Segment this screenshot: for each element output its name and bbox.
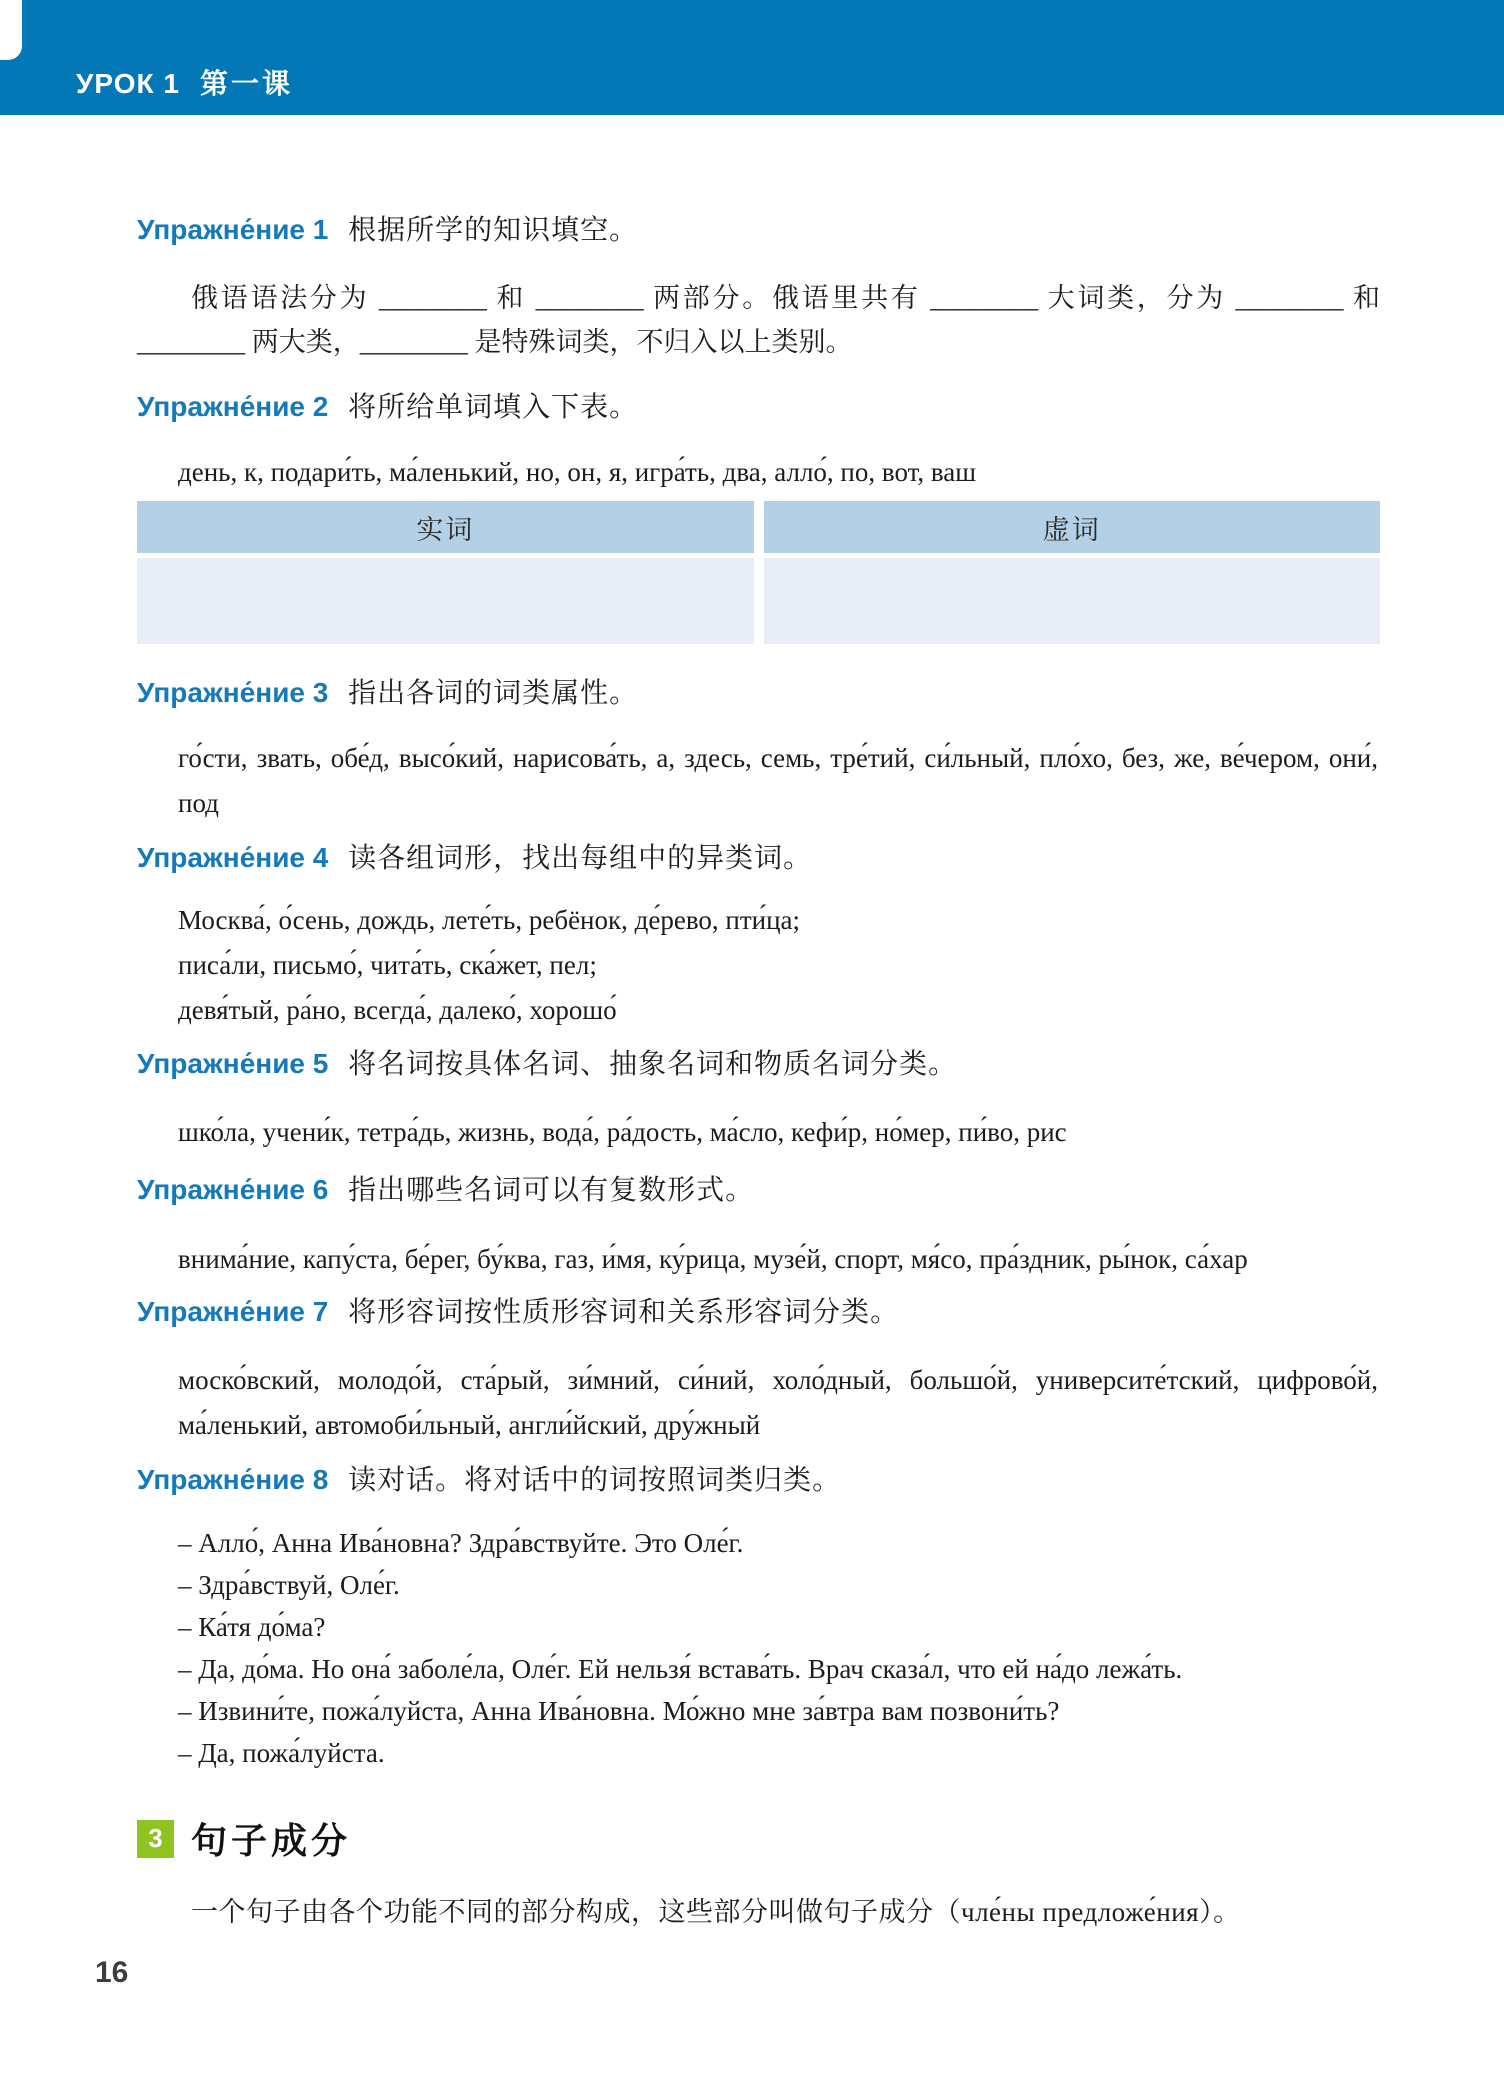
exercise-5-heading	[137, 1047, 1380, 1082]
dialogue-line: – Здра́вствуй, Оле́г.	[178, 1570, 400, 1600]
section-3-heading	[137, 1813, 1380, 1864]
table-cell-content-words-empty	[137, 558, 754, 644]
section-3-intro-paragraph: 一个句子由各个功能不同的部分构成，这些部分叫做句子成分（чле́ны предложе́ния）。	[191, 1897, 1241, 1927]
exercise-8-label: Упражне́ние 8	[137, 1464, 329, 1495]
section-number-badge: 3	[137, 1820, 174, 1858]
exercise-4-label: Упражне́ние 4	[137, 842, 329, 873]
exercise-4-word-groups	[137, 898, 1380, 1033]
exercise-6-heading	[137, 1173, 1380, 1208]
exercise-2-word-list: день, к, подари́ть, ма́ленький, но, он, я, игра́ть, два, алло́, по, вот, ваш	[178, 457, 977, 487]
exercise-3-heading	[137, 676, 1380, 711]
exercise-4-instruction: 读各组词形，找出每组中的异类词。	[348, 843, 813, 874]
dialogue-line: – Ка́тя до́ма?	[178, 1612, 326, 1642]
section-title: 句子成分	[191, 1820, 352, 1861]
exercise-2-label: Упражне́ние 2	[137, 391, 329, 422]
exercise-3-word-list: го́сти, звать, обе́д, высо́кий, нарисова́ть, а, здесь, семь, тре́тий, си́льный, пло́хо, без, же, ве́чером, они́, под	[178, 743, 1378, 818]
exercise-1-instruction: 根据所学的知识填空。	[348, 215, 639, 246]
exercise-5-label: Упражне́ние 5	[137, 1048, 329, 1079]
exercise-7-instruction: 将形容词按性质形容词和关系形容词分类。	[348, 1297, 900, 1328]
dialogue-line: – Алло́, Анна Ива́новна? Здра́вствуйте. Это Оле́г.	[178, 1528, 744, 1558]
exercise-8-heading	[137, 1463, 1380, 1498]
exercise-6-label: Упражне́ние 6	[137, 1174, 329, 1205]
exercise-2-instruction: 将所给单词填入下表。	[348, 392, 639, 423]
exercise-3-label: Упражне́ние 3	[137, 677, 329, 708]
exercise-4-group-1: Москва́, о́сень, дождь, лете́ть, ребёнок, де́рево, пти́ца;	[178, 905, 801, 935]
exercise-7-word-list: моско́вский, молодо́й, ста́рый, зи́мний, си́ний, холо́дный, большо́й, университе́тский, цифрово́й, ма́ленький, автомоби́льный, англи́йский, дру́жный	[178, 1365, 1378, 1440]
exercise-1-label: Упражне́ние 1	[137, 214, 329, 245]
lesson-title-chinese: 第一课	[199, 68, 293, 99]
dialogue-line: – Да, пожа́луйста.	[178, 1738, 385, 1768]
exercise-1-heading	[137, 213, 1380, 248]
exercise-2-heading	[137, 390, 1380, 425]
dialogue-line: – Извини́те, пожа́луйста, Анна Ива́новна. Мо́жно мне за́втра вам позвони́ть?	[178, 1696, 1060, 1726]
word-classification-table	[137, 501, 1380, 644]
lesson-title-russian: УРОК 1	[76, 68, 180, 99]
exercise-4-group-2: писа́ли, письмо́, чита́ть, ска́жет, пел;	[178, 950, 597, 980]
lesson-title	[76, 62, 293, 102]
exercise-5-instruction: 将名词按具体名词、抽象名词和物质名词分类。	[348, 1049, 958, 1080]
exercise-7-label: Упражне́ние 7	[137, 1296, 329, 1327]
exercise-1-fill-in-paragraph: 俄语语法分为 ________ 和 ________ 两部分。俄语里共有 ________ 大词类，分为 ________ 和 ________ 两大类，________ 是特殊词类，不归入以上类别。	[137, 283, 1380, 357]
lesson-header-bar	[0, 0, 1504, 115]
table-cell-function-words-empty	[764, 558, 1381, 644]
table-header-function-words: 虚词	[764, 501, 1381, 553]
dialogue-line: – Да, до́ма. Но она́ заболе́ла, Оле́г. Ей нельзя́ встава́ть. Врач сказа́л, что ей на́до лежа́ть.	[178, 1654, 1183, 1684]
exercise-6-word-list: внима́ние, капу́ста, бе́рег, бу́ква, газ, и́мя, ку́рица, музе́й, спорт, мя́со, пра́здник, ры́нок, са́хар	[178, 1244, 1248, 1274]
table-header-content-words: 实词	[137, 501, 754, 553]
exercise-6-instruction: 指出哪些名词可以有复数形式。	[348, 1175, 755, 1206]
exercise-4-group-3: девя́тый, ра́но, всегда́, далеко́, хорошо́	[178, 995, 617, 1025]
exercise-7-heading	[137, 1295, 1380, 1330]
exercise-5-word-list: шко́ла, учени́к, тетра́дь, жизнь, вода́, ра́дость, ма́сло, кефи́р, но́мер, пи́во, рис	[178, 1117, 1067, 1147]
exercise-8-instruction: 读对话。将对话中的词按照词类归类。	[348, 1465, 842, 1496]
page-number: 16	[95, 1956, 129, 1989]
exercise-4-heading	[137, 841, 1380, 876]
exercise-8-dialogue	[137, 1522, 1380, 1774]
exercise-3-instruction: 指出各词的词类属性。	[348, 678, 639, 709]
page-corner-notch	[0, 0, 22, 60]
